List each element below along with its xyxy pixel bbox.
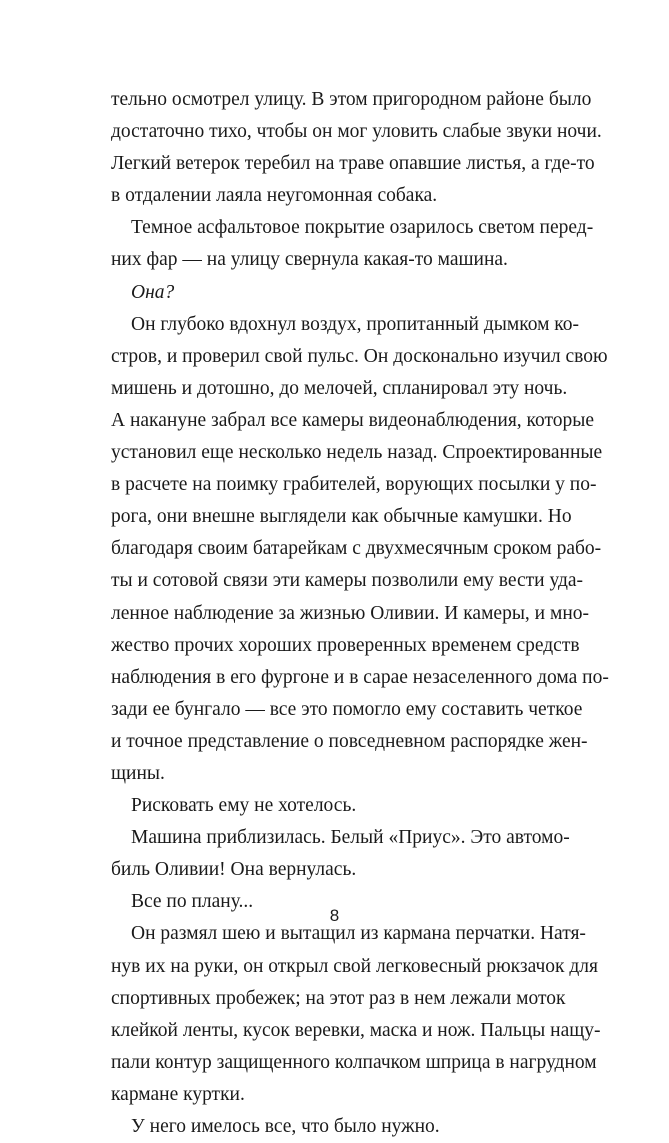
text-line: нув их на руки, он открыл свой легковесный рюкзачок для — [111, 955, 598, 977]
text-line: мишень и дотошно, до мелочей, спланировал эту ночь. — [111, 377, 568, 399]
text-line: Рисковать ему не хотелось. — [131, 795, 357, 817]
text-line: Он размял шею и вытащил из кармана перчатки. Натя- — [131, 923, 586, 945]
text-line: рога, они внешне выглядели как обычные камушки. Но — [111, 506, 572, 528]
text-line: наблюдения в его фургоне и в сарае незаселенного дома по- — [111, 666, 609, 688]
text-line: в отдалении лаяла неугомонная собака. — [111, 185, 438, 207]
text-line: Она? — [131, 281, 175, 303]
text-line: клейкой ленты, кусок веревки, маска и нож. Пальцы нащу- — [111, 1019, 601, 1041]
text-line: У него имелось все, что было нужно. — [131, 1116, 440, 1137]
text-line: достаточно тихо, чтобы он мог уловить слабые звуки ночи. — [111, 121, 602, 143]
text-line: и точное представление о повседневном распорядке жен- — [111, 730, 588, 752]
text-line: А накануне забрал все камеры видеонаблюдения, которые — [111, 409, 595, 431]
text-line: ты и сотовой связи эти камеры позволили ему вести уда- — [111, 570, 584, 592]
text-line: Темное асфальтовое покрытие озарилось светом перед- — [131, 217, 594, 239]
text-line: Легкий ветерок теребил на траве опавшие листья, а где-то — [111, 153, 595, 175]
text-line: в расчете на поимку грабителей, ворующих посылки у по- — [111, 474, 597, 496]
text-line: благодаря своим батарейкам с двухмесячным сроком рабо- — [111, 538, 602, 560]
body-text — [111, 84, 609, 1143]
text-line: стров, и проверил свой пульс. Он досконально изучил свою — [111, 345, 608, 367]
text-line: спортивных пробежек; на этот раз в нем лежали моток — [111, 987, 566, 1009]
text-line: Он глубоко вдохнул воздух, пропитанный дымком ко- — [131, 313, 580, 335]
text-line: ленное наблюдение за жизнью Оливии. И камеры, и мно- — [111, 602, 589, 624]
text-line: установил еще несколько недель назад. Спроектированные — [111, 442, 603, 464]
text-line: Машина приблизилась. Белый «Приус». Это автомо- — [131, 827, 570, 849]
text-line: биль Оливии! Она вернулась. — [111, 859, 357, 881]
text-line: них фар — на улицу свернула какая-то машина. — [111, 249, 508, 271]
text-line: щины. — [111, 762, 165, 784]
page-number: 8 — [329, 906, 340, 925]
text-line: Все по плану... — [131, 891, 254, 913]
text-line: кармане куртки. — [111, 1083, 245, 1105]
text-line: жество прочих хороших проверенных временем средств — [111, 634, 580, 656]
text-line: тельно осмотрел улицу. В этом пригородном районе было — [111, 89, 592, 110]
text-line: зади ее бунгало — все это помогло ему составить четкое — [111, 698, 583, 720]
text-line: пали контур защищенного колпачком шприца в нагрудном — [111, 1051, 597, 1073]
